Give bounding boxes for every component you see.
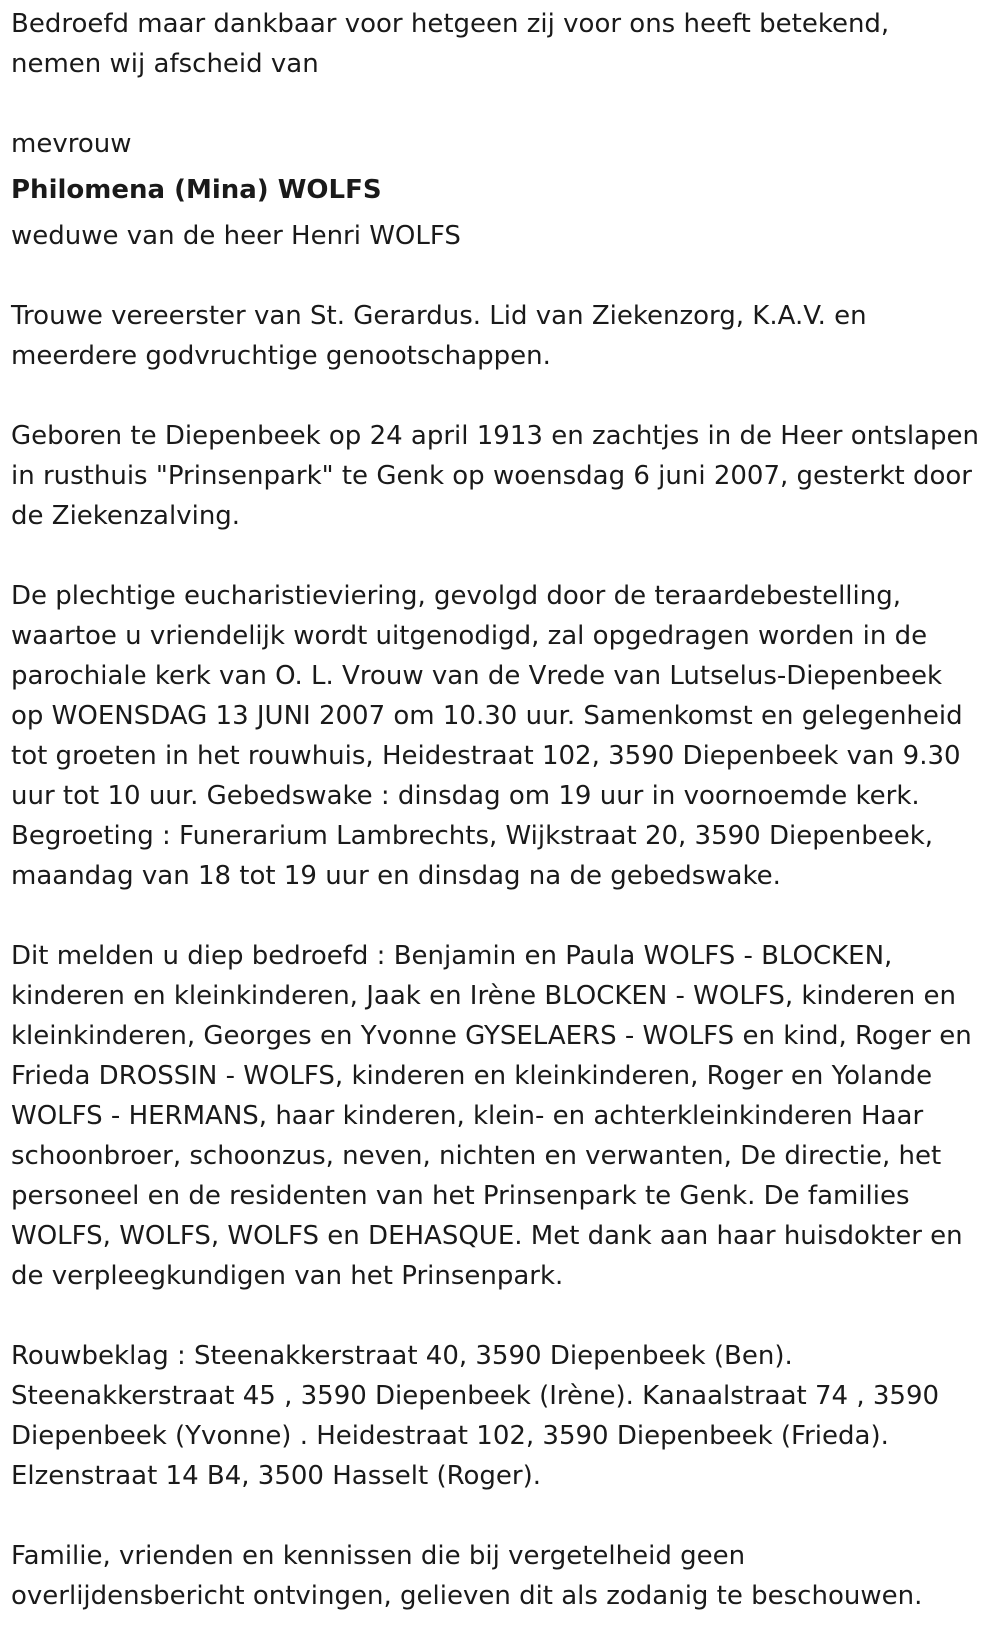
- condolences-paragraph: Rouwbeklag : Steenakkerstraat 40, 3590 Diepenbeek (Ben). Steenakkerstraat 45 , 3590 Diepenbeek (Irène). Kanaalstraat 74 , 3590 Diepenbeek (Yvonne) . Heidestraat 102, 3590 Diepenbeek (Frieda). Elzenstraat 14 B4, 3500 Hasselt (Roger).: [11, 1341, 940, 1491]
- family-paragraph: Dit melden u diep bedroefd : Benjamin en Paula WOLFS - BLOCKEN, kinderen en kleinkinderen, Jaak en Irène BLOCKEN - WOLFS, kinderen en kleinkinderen, Georges en Yvonne GYSELAERS - WOLFS en kind, Roger en Frieda DROSSIN - WOLFS, kinderen en kleinkinderen, Roger en Yolande WOLFS - HERMANS, haar kinderen, klein- en achterkleinkinderen Haar schoonbroer, schoonzus, neven, nichten en verwanten, De directie, het personeel en de residenten van het Prinsenpark te Genk. De families WOLFS, WOLFS, WOLFS en DEHASQUE. Met dank aan haar huisdokter en de verpleegkundigen van het Prinsenpark.: [11, 941, 972, 1291]
- ceremony-paragraph: De plechtige eucharistieviering, gevolgd door de teraardebestelling, waartoe u vriendelijk wordt uitgenodigd, zal opgedragen worden in de parochiale kerk van O. L. Vrouw van de Vrede van Lutselus-Diepenbeek op WOENSDAG 13 JUNI 2007 om 10.30 uur. Samenkomst en gelegenheid tot groeten in het rouwhuis, Heidestraat 102, 3590 Diepenbeek van 9.30 uur tot 10 uur. Gebedswake : dinsdag om 19 uur in voornoemde kerk. Begroeting : Funerarium Lambrechts, Wijkstraat 20, 3590 Diepenbeek, maandag van 18 tot 19 uur en dinsdag na de gebedswake.: [11, 581, 963, 891]
- memberships-paragraph: Trouwe vereerster van St. Gerardus. Lid van Ziekenzorg, K.A.V. en meerdere godvruchtige genootschappen.: [11, 301, 867, 371]
- closing-paragraph: Familie, vrienden en kennissen die bij vergetelheid geen overlijdensbericht ontvingen, gelieven dit als zodanig te beschouwen.: [11, 1541, 923, 1611]
- obituary-notice: [11, 4, 996, 1616]
- relation-line: weduwe van de heer Henri WOLFS: [11, 221, 461, 251]
- honorific-title: mevrouw: [11, 129, 132, 159]
- birth-death-paragraph: Geboren te Diepenbeek op 24 april 1913 en zachtjes in de Heer ontslapen in rusthuis "Prinsenpark" te Genk op woensdag 6 juni 2007, gesterkt door de Ziekenzalving.: [11, 421, 980, 531]
- intro-paragraph: Bedroefd maar dankbaar voor hetgeen zij voor ons heeft betekend, nemen wij afscheid van: [11, 9, 890, 79]
- deceased-name: Philomena (Mina) WOLFS: [11, 175, 382, 205]
